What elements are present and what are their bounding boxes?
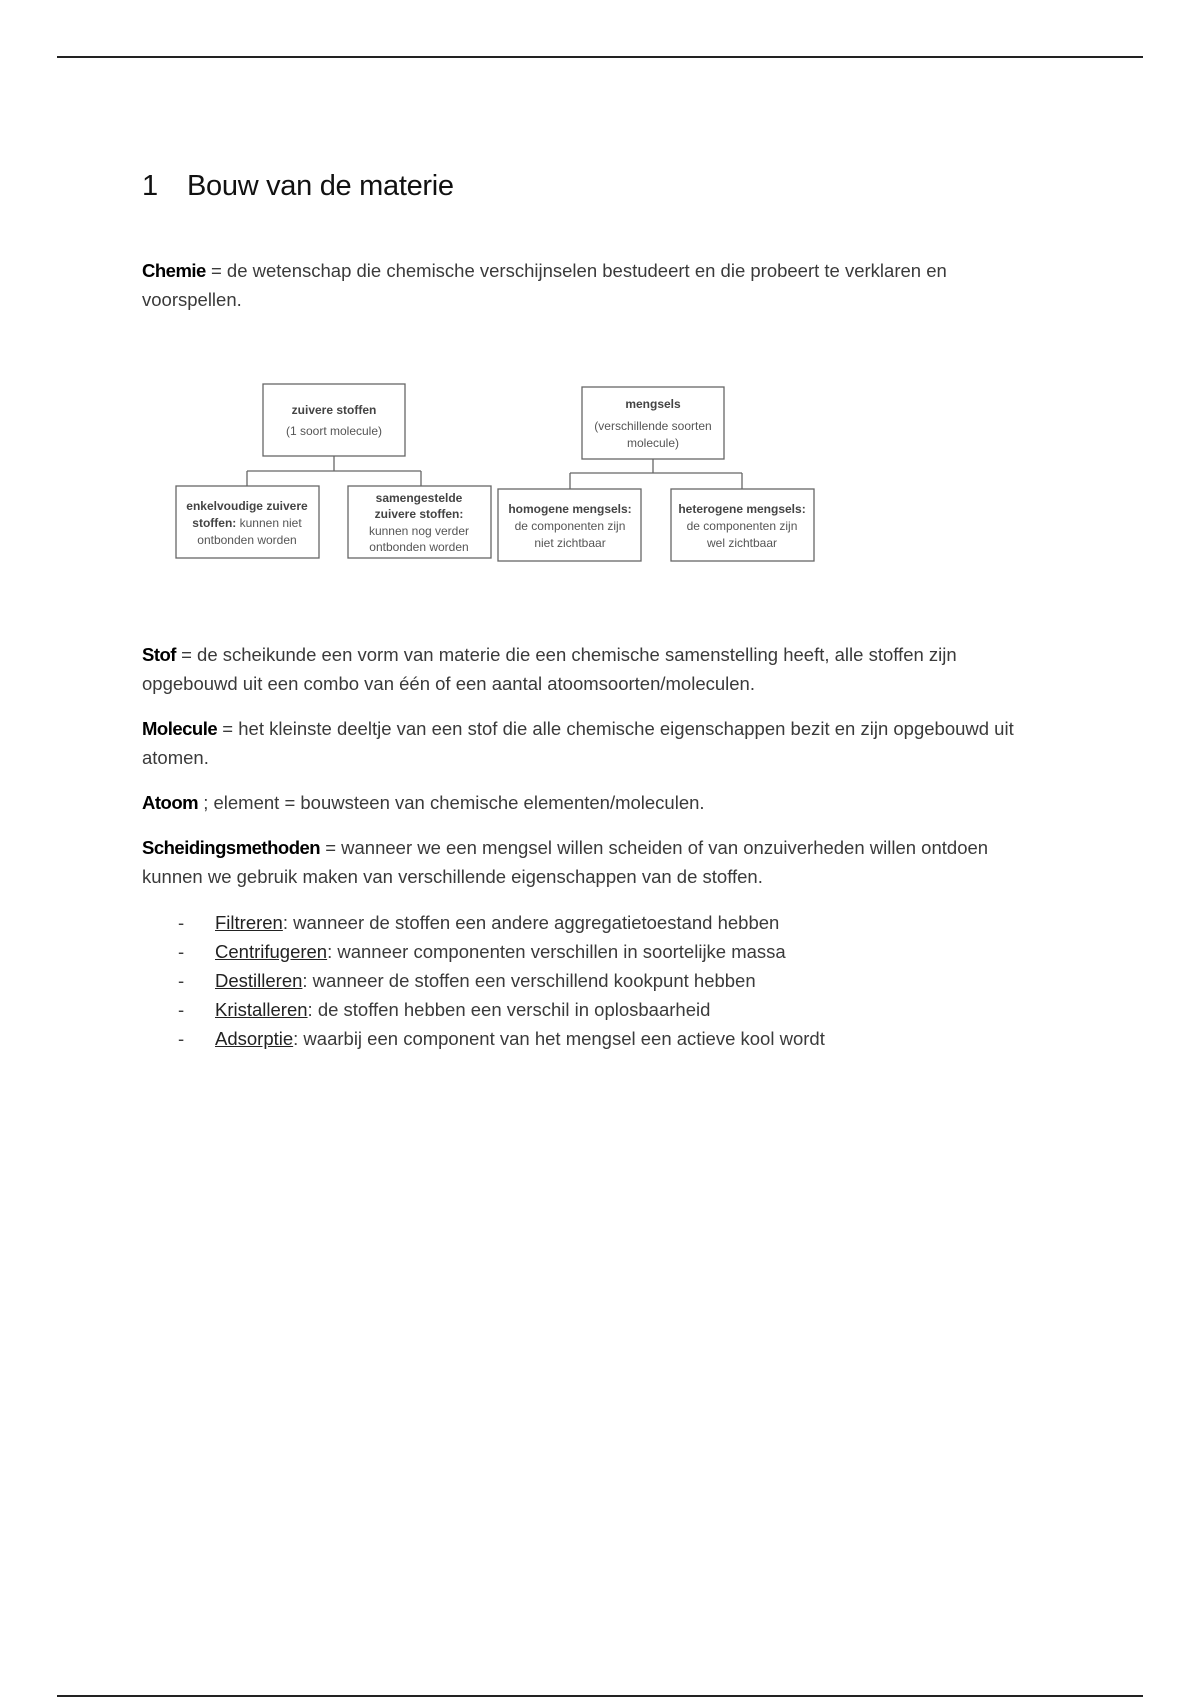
text-molecule: = het kleinste deeltje van een stof die alle chemische eigenschappen bezit en zijn opgebouwd uit atomen. xyxy=(142,718,1014,768)
section-number: 1 xyxy=(142,170,158,202)
definition-scheidingsmethoden xyxy=(142,833,1042,891)
list-item xyxy=(178,1024,825,1053)
method-term: Destilleren xyxy=(215,970,303,991)
text-chemie: = de wetenschap die chemische verschijnselen bestudeert en die probeert te verklaren en voorspellen. xyxy=(142,260,947,310)
term-atoom: Atoom xyxy=(142,792,199,813)
label-simple-line2-rest: kunnen niet xyxy=(236,516,302,530)
term-stof: Stof xyxy=(142,644,176,665)
definition-molecule xyxy=(142,714,1042,772)
definition-chemie xyxy=(142,256,1042,314)
footer-rule xyxy=(57,1695,1143,1697)
label-simple-line2 xyxy=(192,516,302,530)
text-stof: = de scheikunde een vorm van materie die een chemische samenstelling heeft, alle stoffen zijn opgebouwd uit een combo van één of een aantal atoomsoorten/moleculen. xyxy=(142,644,957,694)
term-molecule: Molecule xyxy=(142,718,218,739)
label-compound-line2: zuivere stoffen: xyxy=(374,507,464,521)
method-term: Centrifugeren xyxy=(215,941,328,962)
method-text: : wanneer componenten verschillen in soortelijke massa xyxy=(327,941,786,962)
label-homogeneous-line2: de componenten zijn xyxy=(514,519,626,533)
label-heterogeneous-line2: de componenten zijn xyxy=(686,519,798,533)
section-heading xyxy=(142,170,454,203)
diagram-svg xyxy=(140,375,840,575)
text-atoom: ; element = bouwsteen van chemische elementen/moleculen. xyxy=(198,792,705,813)
list-item xyxy=(178,908,825,937)
label-pure-sub: (1 soort molecule) xyxy=(285,424,383,438)
label-heterogeneous-line1: heterogene mengsels: xyxy=(678,502,806,516)
text-scheidingsmethoden: = wanneer we een mengsel willen scheiden of van onzuiverheden willen ontdoen kunnen we gebruik maken van verschillende eigenschappen van de stoffen. xyxy=(142,837,989,887)
label-heterogeneous-line3: wel zichtbaar xyxy=(706,536,778,550)
label-simple-line2-bold: stoffen: xyxy=(192,516,237,530)
label-simple-line1: enkelvoudige zuivere xyxy=(186,499,308,513)
definition-atoom xyxy=(142,788,1042,817)
method-text: : de stoffen hebben een verschil in oplosbaarheid xyxy=(307,999,711,1020)
label-compound-line4: ontbonden worden xyxy=(369,540,469,554)
method-term: Adsorptie xyxy=(215,1028,294,1049)
list-item xyxy=(178,966,825,995)
method-term: Kristalleren xyxy=(215,999,308,1020)
term-scheidingsmethoden: Scheidingsmethoden xyxy=(142,837,321,858)
list-dash: - xyxy=(178,1028,185,1049)
label-pure-title: zuivere stoffen xyxy=(291,403,377,417)
list-dash: - xyxy=(178,912,185,933)
list-dash: - xyxy=(178,999,185,1020)
classification-diagram xyxy=(140,375,840,575)
method-text: : wanneer de stoffen een verschillend kookpunt hebben xyxy=(302,970,756,991)
box-pure-substances xyxy=(263,384,405,456)
label-simple-line3: ontbonden worden xyxy=(197,533,297,547)
method-term: Filtreren xyxy=(215,912,283,933)
label-mixtures-title: mengsels xyxy=(625,397,681,411)
method-text: : wanneer de stoffen een andere aggregatietoestand hebben xyxy=(282,912,780,933)
label-compound-line1: samengestelde xyxy=(375,491,463,505)
list-item xyxy=(178,995,825,1024)
label-compound-line3: kunnen nog verder xyxy=(368,524,470,538)
separation-methods-list xyxy=(178,908,825,1053)
label-homogeneous-line3: niet zichtbaar xyxy=(534,536,606,550)
label-mixtures-sub2: molecule) xyxy=(626,436,680,450)
term-chemie: Chemie xyxy=(142,260,206,281)
section-title: Bouw van de materie xyxy=(187,170,454,202)
list-dash: - xyxy=(178,970,185,991)
label-mixtures-sub1: (verschillende soorten xyxy=(594,419,712,433)
label-homogeneous-line1: homogene mengsels: xyxy=(508,502,632,516)
list-item xyxy=(178,937,825,966)
header-rule xyxy=(57,56,1143,58)
method-text: : waarbij een component van het mengsel een actieve kool wordt xyxy=(293,1028,825,1049)
list-dash: - xyxy=(178,941,185,962)
definition-stof xyxy=(142,640,1042,698)
